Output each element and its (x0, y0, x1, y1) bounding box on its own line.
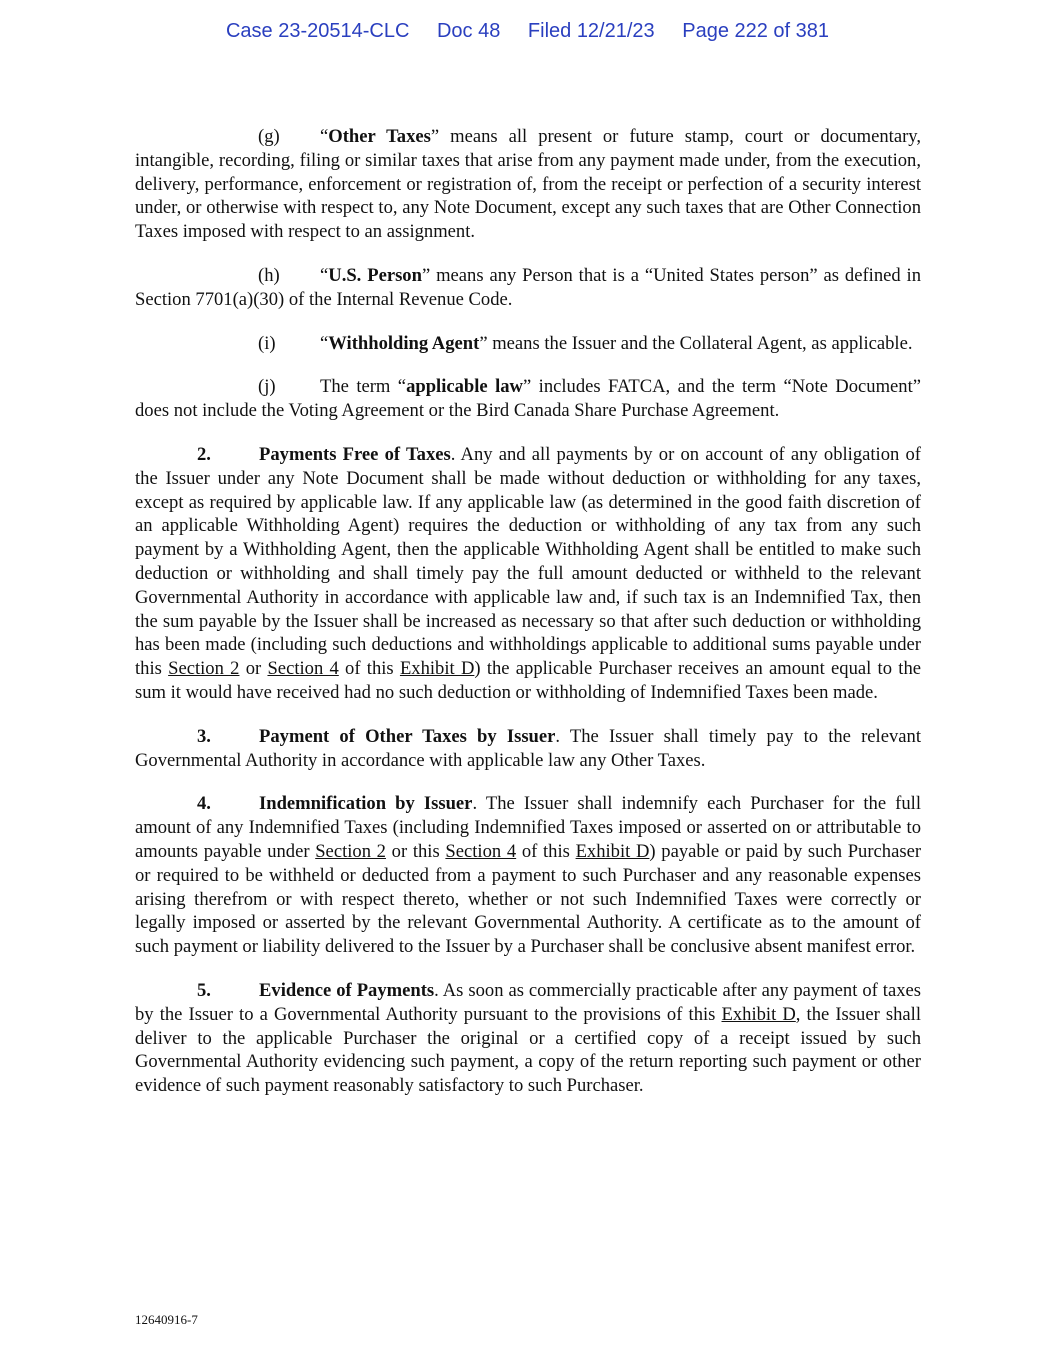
definition-j (135, 375, 921, 423)
definition-lead-text: The term “ (320, 376, 407, 398)
section-text: . The Issuer shall indemnify each Purchaser for the full amount of any Indemnified Taxes (including Indemnified Taxes imposed or asserted on or attributable to amounts payable under (135, 793, 922, 862)
section-number: 5. (197, 979, 211, 1001)
section-text: ) payable or paid by such Purchaser or required to be withheld or deducted from a payment to such Purchaser and any reasonable expenses arising therefrom or with respect thereto, whether or not such Indemnified Taxes were correctly or legally imposed or asserted by the relevant Governmental Authority. A certificate as to the amount of such payment or liability delivered to the Issuer by a Purchaser shall be conclusive absent manifest error. (135, 840, 922, 958)
section-number: 4. (197, 793, 211, 815)
section-number: 3. (197, 725, 211, 747)
definition-text: ” means the Issuer and the Collateral Agent, as applicable. (479, 332, 913, 354)
open-quote: “ (320, 126, 329, 147)
defined-term: applicable law (406, 376, 523, 398)
section-text: , the Issuer shall deliver to the applicable Purchaser the original or a certified copy of a receipt issued by such Governmental Authority evidencing such payment, a copy of the return reporting such payment or other evidence of such payment reasonably satisfactory to such Purchaser. (135, 1003, 921, 1097)
section-title: Payments Free of Taxes (259, 443, 451, 465)
section-number: 2. (197, 443, 211, 465)
section-4 (135, 792, 921, 959)
section-text: . Any and all payments by or on account of any obligation of the Issuer under any Note Document shall be made without deduction or withholding for any taxes, except as required by applicable law. If any applicable law (as determined in the good faith discretion of an applicable Withholding Agent) requires the deduction or withholding of any tax from any such payment by a Withholding Agent, then the applicable Withholding Agent shall be entitled to make such deduction or withholding and shall timely pay the full amount deducted or withheld to the relevant Governmental Authority in accordance with applicable law and, if such tax is an Indemnified Tax, then the sum payable by the Issuer shall be increased as necessary so that after such deduction or withholding has been made (including such deductions and withholdings applicable to additional sums payable under this (135, 443, 921, 680)
cross-reference-link[interactable]: Exhibit D (399, 658, 475, 680)
section-text: or (239, 658, 268, 680)
section-3 (135, 725, 921, 773)
cross-reference-link[interactable]: Exhibit D (575, 840, 650, 862)
defined-term: U.S. Person (328, 264, 422, 286)
document-body (135, 125, 921, 1118)
open-quote: “ (320, 332, 329, 354)
section-text: of this (338, 658, 400, 680)
definition-text: ” means all present or future stamp, court or documentary, intangible, recording, filing or similar taxes that arise from any payment made under, from the execution, delivery, performance, enforcement or registration of, from the receipt or perfection of a security interest under, or otherwise with respect to, any Note Document, except any such taxes that are Other Connection Taxes imposed with respect to an assignment. (135, 126, 921, 243)
filed-date: Filed 12/21/23 (527, 20, 655, 42)
section-text: of this (516, 840, 576, 862)
case-number: Case 23-20514-CLC (225, 20, 410, 42)
cross-reference-link[interactable]: Section 4 (445, 840, 517, 862)
clause-marker: (g) (258, 126, 280, 147)
definition-text: ” includes FATCA, and the term “Note Document” does not include the Voting Agreement or the Bird Canada Share Purchase Agreement. (135, 376, 922, 422)
definition-text: ” means any Person that is a “United States person” as defined in Section 7701(a)(30) of the Internal Revenue Code. (135, 264, 922, 310)
cross-reference-link[interactable]: Section 4 (267, 658, 339, 680)
section-title: Evidence of Payments (259, 979, 435, 1001)
cross-reference-link[interactable]: Section 2 (168, 658, 240, 680)
section-text: ) the applicable Purchaser receives an amount equal to the sum it would have received had no such deduction or withholding of Indemnified Taxes been made. (135, 658, 921, 703)
clause-marker: (j) (258, 376, 276, 398)
clause-marker: (i) (258, 332, 276, 354)
section-title: Payment of Other Taxes by Issuer (259, 725, 556, 747)
definition-h (135, 264, 921, 312)
document-id-footer: 12640916-7 (135, 1312, 198, 1327)
clause-marker: (h) (258, 264, 280, 286)
court-filing-header (0, 20, 1055, 43)
open-quote: “ (320, 264, 329, 286)
page-indicator: Page 222 of 381 (682, 20, 830, 42)
section-text: or this (385, 840, 446, 862)
definition-g (135, 125, 921, 244)
cross-reference-link[interactable]: Section 2 (315, 840, 386, 862)
section-text: . The Issuer shall timely pay to the relevant Governmental Authority in accordance with applicable law any Other Taxes. (135, 725, 921, 771)
section-text: . As soon as commercially practicable after any payment of taxes by the Issuer to a Governmental Authority pursuant to the provisions of this (135, 979, 921, 1025)
definition-i (135, 332, 921, 356)
section-title: Indemnification by Issuer (259, 793, 473, 815)
defined-term: Withholding Agent (328, 332, 480, 354)
document-number: Doc 48 (436, 20, 501, 42)
section-2 (135, 443, 921, 705)
section-5 (135, 979, 921, 1098)
defined-term: Other Taxes (328, 126, 431, 147)
cross-reference-link[interactable]: Exhibit D (721, 1003, 796, 1025)
